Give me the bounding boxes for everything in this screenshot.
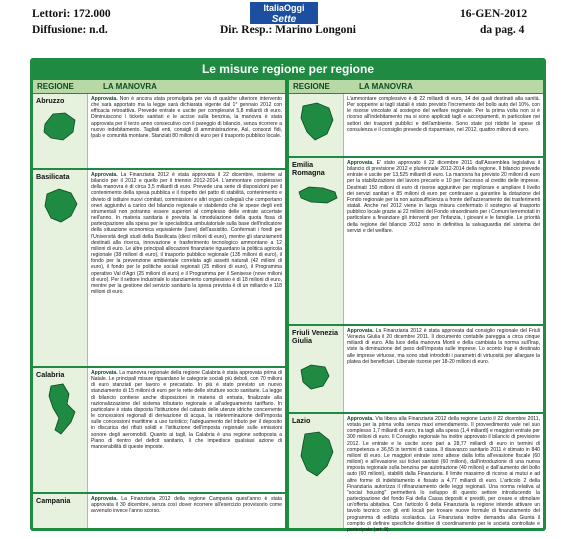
region-row-campania <box>33 494 285 528</box>
basilicata-map-icon <box>41 186 81 226</box>
status-lead: Approvata. <box>91 370 118 376</box>
col-region-label: REGIONE <box>37 82 74 91</box>
calabria-map-icon <box>41 382 81 438</box>
status-lead: Approvata. <box>91 96 118 102</box>
col-region-label: REGIONE <box>293 82 330 91</box>
region-name: Friuli Venezia Giulia <box>292 328 338 345</box>
readers-count: Lettori: 172.000 <box>32 8 111 20</box>
region-name: Basilicata <box>36 172 70 181</box>
region-cell <box>289 158 344 324</box>
region-cell <box>289 94 344 156</box>
lazio-map-icon <box>297 430 337 480</box>
measure-text: La Finanziaria 2012 è stata approvata il 22 dicembre, insieme al bilancio per il 2012 e quello per il triennio 2012-2014. L'ammontare complessivo della manovra è di circa 3,5 miliardi di euro. Prevede una serie di disposizioni per il contenimento della spesa pubblica e il rispetto del patto di stabilità, contenimento e divieto di istituire nuovi comitati, commissioni e altri organi collegiali che comportano oneri aggiuntivi a carico del bilancio regionale e stabilendo che le spese degli enti strumentali non potranno essere superiori al complesso delle entrate accertate nell'anno. In materia sanitaria è prevista la rimodulazione della quota fissa di partecipazione alla spesa per le specialistica ambulatoriale sulla base dell'indicatore della situazione economica equivalente (Isee) dell'assistito. Confermati i fondi per l'Università degli studi della Basilicata (dieci milioni di euro), mentre gli stanziamenti destinati alla ricerca, innovazione e trasferimento tecnologico ammontano a 12 milioni di euro. Le altre principali allocazioni finanziarie riguardano la politica agricola regionale (38 milioni di euro), il trasporto pubblico regionale (135 milioni di euro), il fondo per la prevenzione ambientale correlata agli assetti naturali (42 milioni di euro), il fondo per le politiche sociali regionali (25 milioni di euro), il Programma operativo Val d'Agri (25 milioni di euro) e il Programma per il Senisese (nove milioni di euro). Per il settore industriale lo stanziamento complessivo è di 18 milioni di euro, mentre per la gestione del servizio sanitario la spesa prevista è di un miliardo e 118 milioni di euro. <box>91 172 282 295</box>
measure-text: Non è ancora stata promulgata per via di qualche ulteriore intervento che sarà apportato ma la legge sarà dichiarata vigente dal 1° gennaio 2012 con efficacia retroattiva. Prevede entrate e uscite per complessivi 5,8 miliardi di euro. Diminuiscono i tickets sanitari e le accise sulla benzina, la manovra è stata approvata per il terzo anno consecutivo con il pareggio di bilancio, senza ricorrere a nuovo indebitamento. Tagliati enti, consigli di amministrazione, Asl, consorzi fidi, Ipab e comunità montane. Stanziati 80 milioni di euro per il trasporto pubblico locale. <box>91 96 282 139</box>
region-cell <box>33 170 88 366</box>
col-manovra-label: LA MANOVRA <box>359 82 413 91</box>
region-text <box>347 416 540 533</box>
panel-title: Le misure regione per regione <box>201 62 375 76</box>
campania-map-icon <box>297 100 337 144</box>
region-name: Calabria <box>36 370 65 379</box>
region-row-campania-cont <box>289 94 543 158</box>
measure-text: La Finanziaria 2012 della regione Campania quest'anno è stata approvata il 30 dicembre, senza così dover ricorrere all'esercizio provvisorio come avvenuto invece l'anno scorso. <box>91 496 282 515</box>
abruzzo-map-icon <box>41 110 79 144</box>
left-column-header <box>33 80 285 94</box>
region-cell <box>289 414 344 528</box>
region-name: Lazio <box>292 416 311 425</box>
region-text <box>91 172 282 365</box>
region-text <box>91 370 282 491</box>
measure-text: La manovra regionale della regione Calabria è stata approvata prima di Natale. Le principali misure riguardano le categorie sociali più deboli, con 70 milioni di euro stanziati per lavoro e precariato. In più è stato previsto un nuovo stanziamento di 15 milioni di euro per le rette delle strutture socio sanitarie. La legge di bilancio contiene anche disposizioni in materia di entrata, finalizzate alla razionalizzazione del sistema tributario regionale e all'adeguamento tariffario. In particolare è stata disposta l'istituzione del catasto delle utenze idriche concernente le concessioni regionali di derivazione di acqua, la rideterminazione dell'imposta sulle concessioni marittime a uso turistico; l'adeguamento del tributo per il deposito in discarica dei rifiuti solidi e l'istituzione dell'imposta regionale sulle emissioni sonore degli aeromobili. Quanto ai tagli, la Calabria è una regione sottoposta a Piano di rientro del deficit sanitario, il che impedisce qualsiasi azione di manovrabilità di queste imposte. <box>91 370 282 450</box>
region-row-friuli <box>289 326 543 414</box>
friuli-map-icon <box>297 362 331 392</box>
regions-panel <box>30 58 546 531</box>
measure-text: E' stato approvato il 22 dicembre 2011 dall'Assemblea legislativa il bilancio di previsione 2012 e pluriennale 2012-2014 della regione. Il bilancio prevede entrate e uscite per 13,525 miliardi di euro. La manovra ha previsto 20 milioni di euro per la stabilizzazione del lavoro precario e 10 per l'accesso al credito delle imprese. Destinati 150 milioni di euro di risorse aggiuntive per migliorare e ampliare il livello dei servizi sanitari e 85 milioni di euro per continuare a garantire la dotazione del Fondo regionale per la non autosufficienza a fronte dell'azzeramento dei trasferimenti statali. Anche nel 2012 viene in larga misura confermato il sostegno al trasporto pubblico locale grazie ai 22 milioni del Fondo straordinario per i Comuni terremotati in particolare a finanziare gli interventi per l'infanzia, i giovani e le famiglie. Le priorità della regione del bilancio 2012 sono in definitiva la salvaguardia del sistema dei servizi e del welfare. <box>347 160 540 234</box>
region-cell <box>33 494 88 528</box>
region-text <box>347 328 540 411</box>
measure-text: Via libera alla Finanziaria 2012 della regione Lazio il 22 dicembre 2011, votata per la prima volta senza maxi emendamento. Il provvedimento vale nel suo complesso 1,7 miliardi di euro, tra tagli alla spesa (1,4 miliardi) e maggiori entrate per 300 milioni di euro. Il Consiglio regionale ha inoltre approvato il bilancio di previsione 2012. Le entrate e le uscite sono pari a 28,77 miliardi di euro in termini di competenza e 36,55 in termini di cassa. Il disavanzo sanitario 2011 è stimato in 840 milioni di euro. Le maggiori entrate sono attese dalla lotta all'evasione fiscale (60 milioni) e all'evasione sui ticket sanitari (60 milioni), dall'introduzione di una nuova imposta regionale sulla benzina per autotrazione (40 milioni) e dall'aumento del bollo auto (60 milioni), stabiliti dalla Finanziaria. Il limite massimo di ricorso ai mutui e ad altre forme di indebitamento è fissato a 4,77 miliardi di euro. L'articolo 2 della Finanziaria autorizza il rifinanziamento delle leggi regionali. Una norma relativa al "social housing" permetterà lo sviluppo di questo settore introducendo la partecipazione del fondo Fai della Cassa depositi e prestiti, per creare e stimolare un'offerta abitativa. Con l'articolo 6 della Finanziaria la regione intende attivare un tavolo tecnico con gli enti locali per trovare nuove formule di finanziamento del programma di edilizia scolastica. La Finanziaria inoltre demanda alla Giunta il compito di definire specifiche direttive di coordinamento per le società controllate e partecipate (art. 9). <box>347 416 540 533</box>
right-column-header <box>289 80 543 94</box>
region-cell <box>33 94 88 168</box>
status-lead: Approvata. <box>91 496 118 502</box>
page-ref: da pag. 4 <box>480 24 525 36</box>
region-cell <box>289 326 344 412</box>
region-text <box>91 496 282 527</box>
region-text <box>91 96 282 167</box>
status-lead: Approvata. <box>91 172 118 178</box>
distribution: Diffusione: n.d. <box>32 24 108 36</box>
right-column <box>289 80 543 533</box>
region-name: Abruzzo <box>36 96 65 105</box>
region-cell <box>33 368 88 492</box>
region-row-lazio <box>289 414 543 533</box>
col-manovra-label: LA MANOVRA <box>103 82 157 91</box>
region-row-calabria <box>33 368 285 494</box>
region-text <box>347 96 540 155</box>
logo-top: ItaliaOggi <box>263 3 305 13</box>
measure-text: La Finanziaria 2012 è stata approvata dal consiglio regionale del Friuli Venezia Giulia il 20 dicembre 2011. Il documento contabile pareggia a circa cinque miliardi di euro. Alla luce della manovra Monti e della cambiata la norma sull'Irap, viste la diminuzione del peso dell'imposta sulle imprese. Lo sconto Irap è destinato alle imprese virtuose, ma sono stati introdotti i parametri di virtuosità per allargare la platea dei beneficiari. Liberate risorse per 18-20 milioni di euro. <box>347 328 540 365</box>
region-row-abruzzo <box>33 94 285 170</box>
measure-text: L'ammontare complessivo è di 22 miliardi di euro, 14 dei quali destinati alla sanità. Per sopperire ai tagli statali è stato previsto l'incremento del bollo auto del 10%, con le risorse vincolate al sostegno del welfare regionale. Per la prima volta non si è ricorso all'indebitamento ma si sono applicati tagli e accorpamenti, in particolare nei settori dei trasporti pubblici e dell'ambiente. Sono state poi ridotte le spese di consulenza e il consiglio prevede di risparmiare, nel 2012, quattro milioni di euro. <box>347 96 540 133</box>
newspaper-logo <box>250 2 318 24</box>
status-lead: Approvata. <box>347 328 374 334</box>
left-column <box>33 80 285 528</box>
director: Dir. Resp.: Marino Longoni <box>220 24 356 36</box>
region-name: Emilia Romagna <box>292 160 325 177</box>
emilia-romagna-map-icon <box>297 184 339 206</box>
region-row-emilia-romagna <box>289 158 543 326</box>
issue-date: 16-GEN-2012 <box>460 8 528 20</box>
status-lead: Approvata. <box>347 416 374 422</box>
region-text <box>347 160 540 323</box>
region-name: Campania <box>36 496 71 505</box>
status-lead: Approvata. <box>347 160 374 166</box>
logo-bottom: Sette <box>271 14 297 25</box>
region-row-basilicata <box>33 170 285 368</box>
